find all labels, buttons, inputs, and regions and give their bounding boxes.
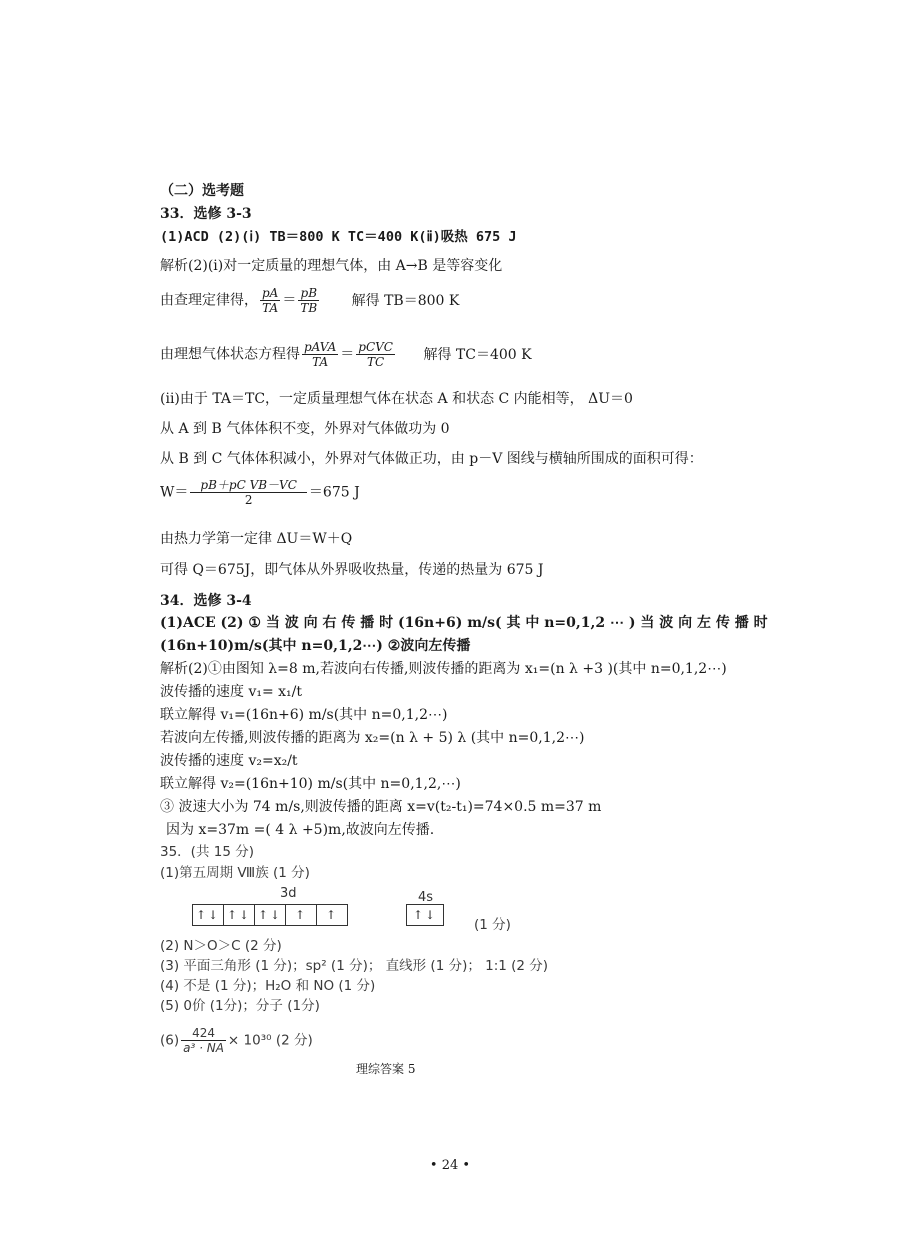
den: TB — [300, 301, 318, 315]
q34-line-6: 联立解得 v₂=(16n+10) m/s(其中 n=0,1,2,⋯) — [160, 776, 461, 792]
fraction-density — [181, 1026, 226, 1055]
q35-title: 35．(共 15 分) — [160, 844, 254, 860]
q33-line-9: 可得 Q＝675J，即气体从外界吸收热量，传递的热量为 675 J — [160, 562, 544, 578]
q35-line-4: (4) 不是 (1 分)；H₂O 和 NO (1 分) — [160, 978, 376, 994]
q35-line-6 — [160, 1026, 313, 1055]
q35-l6-post: × 10³⁰ (2 分) — [227, 1032, 313, 1049]
q35-line-1: (1)第五周期 Ⅷ族 (1 分) — [160, 865, 310, 881]
page-footer-label: 理综答案 5 — [356, 1062, 416, 1076]
q34-line-7: ③ 波速大小为 74 m/s,则波传播的距离 x=v(t₂-t₁)=74×0.5 m=37 m — [160, 799, 602, 815]
q33-l7-pre: W＝ — [160, 484, 189, 501]
orbital-box: ↑ — [325, 908, 339, 922]
q34-line-3: 联立解得 v₁=(16n+6) m/s(其中 n=0,1,2⋯) — [160, 707, 448, 723]
num: pAVA — [304, 340, 337, 354]
num: 424 — [181, 1026, 226, 1041]
q34-line-1: 解析(2)①由图知 λ=8 m,若波向右传播,则波传播的距离为 x₁=(n λ +3 )(其中 n=0,1,2⋯) — [160, 661, 727, 677]
orbital-box: ↑↓ — [193, 905, 224, 925]
q33-l3-post: 解得 TC＝400 K — [423, 346, 532, 363]
q34-line-8: 因为 x=37m =( 4 λ +5)m,故波向左传播. — [166, 822, 435, 838]
q34-answer-1: (1)ACE (2) ① 当 波 向 右 传 播 时 (16n+6) m/s( 其 中 n=0,1,2 ⋯ ) 当 波 向 左 传 播 时 — [160, 615, 768, 631]
q33-l7-post: ＝675 J — [308, 484, 360, 501]
orbital-box: ↑↓ — [412, 908, 438, 922]
q33-l2-pre: 由查理定律得， — [160, 292, 258, 309]
q33-line-5: 从 A 到 B 气体体积不变，外界对气体做功为 0 — [160, 421, 450, 437]
q33-line-6: 从 B 到 C 气体体积减小，外界对气体做正功，由 p－V 图线与横轴所围成的面积可得： — [160, 451, 703, 467]
q33-line-8: 由热力学第一定律 ΔU＝W＋Q — [160, 531, 353, 547]
orbital-score: (1 分) — [474, 917, 511, 933]
den: TA — [262, 301, 279, 315]
q35-l6-pre: (6) — [160, 1032, 180, 1049]
fraction-work — [190, 478, 307, 507]
q35-line-5: (5) 0价 (1分)；分子 (1分) — [160, 998, 320, 1014]
den: a³ · NA — [183, 1041, 224, 1055]
q33-line-7 — [160, 478, 360, 507]
num: pA — [262, 286, 279, 300]
den: TA — [312, 355, 329, 369]
q34-answer-2: (16n+10)m/s(其中 n=0,1,2⋯) ②波向左传播 — [160, 638, 471, 654]
q33-answer: (1)ACD (2)(ⅰ) TB＝800 K TC＝400 K(ⅱ)吸热 675 J — [160, 229, 517, 245]
num: pCVC — [358, 340, 393, 354]
q35-line-2: (2) N＞O＞C (2 分) — [160, 938, 282, 954]
q33-l3-pre: 由理想气体状态方程得 — [160, 346, 300, 363]
fraction-pa-ta — [260, 286, 280, 315]
q34-line-2: 波传播的速度 v₁= x₁/t — [160, 684, 303, 700]
fraction-pcvc-tc — [356, 340, 395, 369]
q34-line-5: 波传播的速度 v₂=x₂/t — [160, 753, 298, 769]
orbital-3d-diagram — [192, 904, 348, 926]
q33-line-1: 解析(2)(ⅰ)对一定质量的理想气体，由 A→B 是等容变化 — [160, 258, 503, 274]
q33-title: 33．选修 3-3 — [160, 206, 252, 222]
orbital-box: ↑↓ — [255, 905, 286, 925]
q35-line-3: (3) 平面三角形 (1 分)；sp² (1 分)； 直线形 (1 分)； 1:1 (2 分) — [160, 958, 549, 974]
num: pB＋pC VB－VC — [190, 478, 307, 493]
q33-line-3: 由理想气体状态方程得 $\frac{\text{pAVA}}{TA}$ ＝ $\frac{\text{pCVC}}{TC}$ 解得 TC＝400 K — [160, 340, 532, 369]
orbital-box: ↑ — [286, 905, 317, 925]
q33-line-4: (ⅱ)由于 TA＝TC，一定质量理想气体在状态 A 和状态 C 内能相等， ΔU＝0 — [160, 391, 633, 407]
q34-title: 34．选修 3-4 — [160, 593, 252, 609]
orbital-4s-label: 4s — [418, 890, 434, 905]
orbital-4s-diagram — [406, 904, 444, 926]
q34-line-4: 若波向左传播,则波传播的距离为 x₂=(n λ + 5) λ (其中 n=0,1,2⋯) — [160, 730, 585, 746]
den: TC — [367, 355, 385, 369]
den: 2 — [244, 493, 253, 507]
q33-l2-post: 解得 TB＝800 K — [351, 292, 460, 309]
section-header: （二）选考题 — [160, 183, 244, 199]
num: pB — [298, 286, 319, 301]
fraction-pava-ta — [302, 340, 338, 369]
orbital-3d-label: 3d — [280, 886, 297, 901]
orbital-box: ↑↓ — [224, 905, 255, 925]
q33-line-2: 由查理定律得， $\frac{pA}{TA}$ ＝ $\frac{pB}{TB}$ 解得 TB＝800 K — [160, 286, 460, 315]
page-number: • 24 • — [429, 1158, 471, 1173]
fraction-pb-tb — [298, 286, 319, 315]
